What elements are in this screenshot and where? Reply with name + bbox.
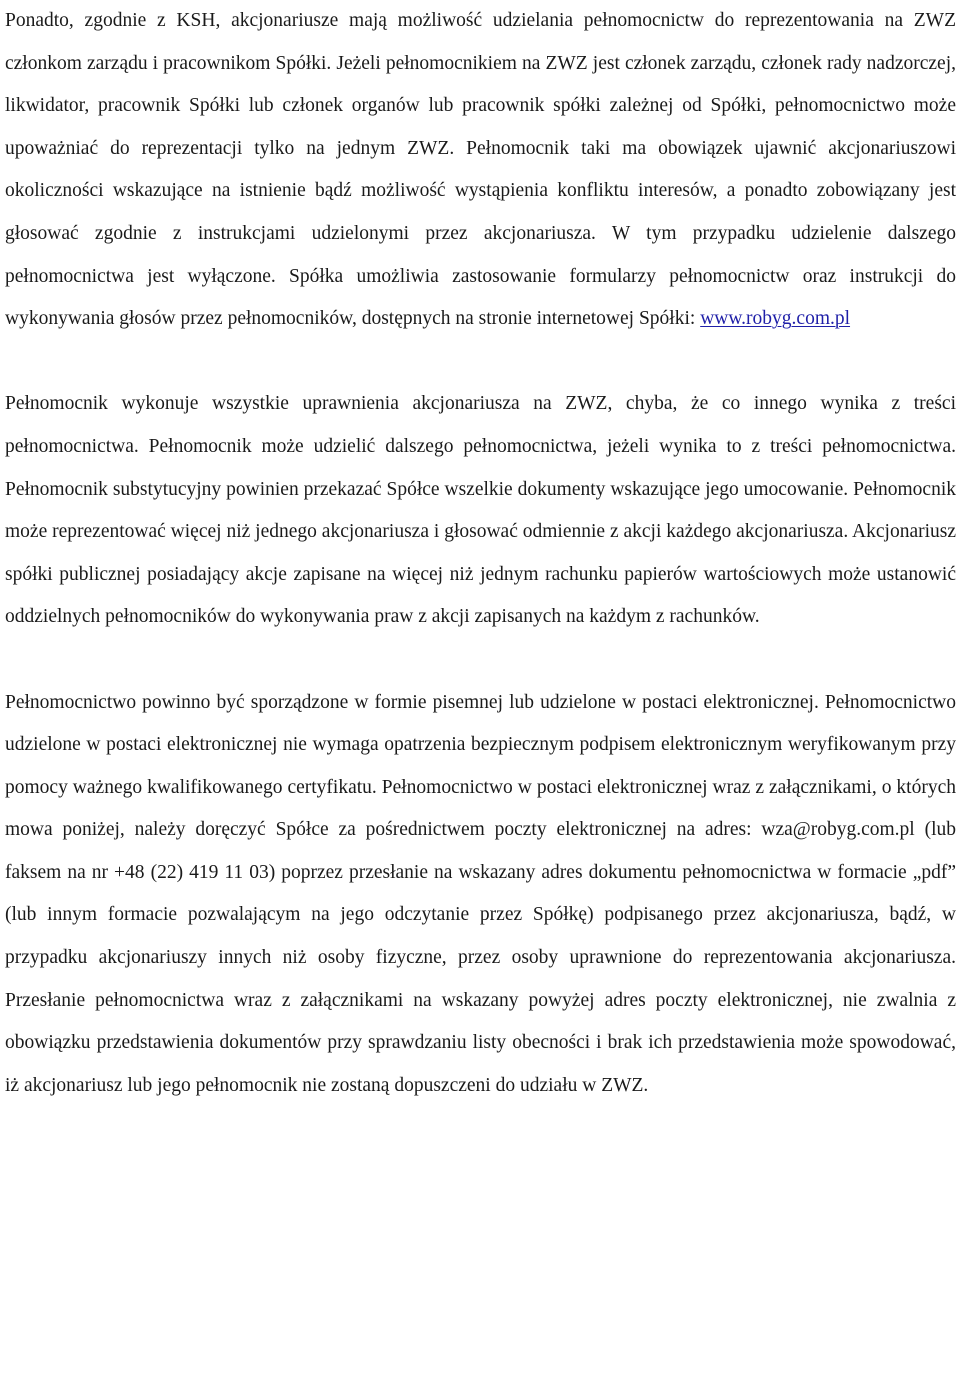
paragraph-electronic-proxy: Pełnomocnictwo powinno być sporządzone w formie pisemnej lub udzielone w postaci elektronicznej. Pełnomocnictwo udzielone w postaci elektronicznej nie wymaga opatrzenia bezpiecznym podpisem elektronicznym weryfikowanym przy pomocy ważnego kwalifikowanego certyfikatu. Pełnomocnictwo w postaci elektronicznej wraz z załącznikami, o których mowa poniżej, należy doręczyć Spółce za pośrednictwem poczty elektronicznej na adres: wza@robyg.com.pl (lub faksem na nr +48 (22) 419 11 03) poprzez przesłanie na wskazany adres dokumentu pełnomocnictwa w formacie „pdf” (lub innym formacie pozwalającym na jego odczytanie przez Spółkę) podpisanego przez akcjonariusza, bądź, w przypadku akcjonariuszy innych niż osoby fizyczne, przez osoby uprawnione do reprezentowania akcjonariusza. Przesłanie pełnomocnictwa wraz z załącznikami na wskazany powyżej adres poczty elektronicznej, nie zwalnia z obowiązku przedstawienia dokumentów przy sprawdzaniu listy obecności i brak ich przedstawienia może spowodować, iż akcjonariusz lub jego pełnomocnik nie zostaną dopuszczeni do udziału w ZWZ. [5,691,956,1096]
document-page [5,0,956,1107]
company-website-link[interactable]: www.robyg.com.pl [700,308,851,330]
paragraph-proxies-text: Ponadto, zgodnie z KSH, akcjonariusze mają możliwość udzielania pełnomocnictw do reprezentowania na ZWZ członkom zarządu i pracownikom Spółki. Jeżeli pełnomocnikiem na ZWZ jest członek zarządu, członek rady nadzorczej, likwidator, pracownik Spółki lub członek organów lub pracownik spółki zależnej od Spółki, pełnomocnictwo może upoważniać do reprezentacji tylko na jednym ZWZ. Pełnomocnik taki ma obowiązek ujawnić akcjonariuszowi okoliczności wskazujące na istnienie bądź możliwość wystąpienia konfliktu interesów, a ponadto zobowiązany jest głosować zgodnie z instrukcjami udzielonymi przez akcjonariusza. W tym przypadku udzielenie dalszego pełnomocnictwa jest wyłączone. Spółka umożliwia zastosowanie formularzy pełnomocnictw oraz instrukcji do wykonywania głosów przez pełnomocników, dostępnych na stronie internetowej Spółki: [5,10,956,330]
paragraph-proxy-rights: Pełnomocnik wykonuje wszystkie uprawnienia akcjonariusza na ZWZ, chyba, że co innego wynika z treści pełnomocnictwa. Pełnomocnik może udzielić dalszego pełnomocnictwa, jeżeli wynika to z treści pełnomocnictwa. Pełnomocnik substytucyjny powinien przekazać Spółce wszelkie dokumenty wskazujące jego umocowanie. Pełnomocnik może reprezentować więcej niż jednego akcjonariusza i głosować odmiennie z akcji każdego akcjonariusza. Akcjonariusz spółki publicznej posiadający akcje zapisane na więcej niż jednym rachunku papierów wartościowych może ustanowić oddzielnych pełnomocników do wykonywania praw z akcji zapisanych na każdym z rachunków. [5,393,956,628]
paragraph-proxies-for-board-members [5,0,956,341]
